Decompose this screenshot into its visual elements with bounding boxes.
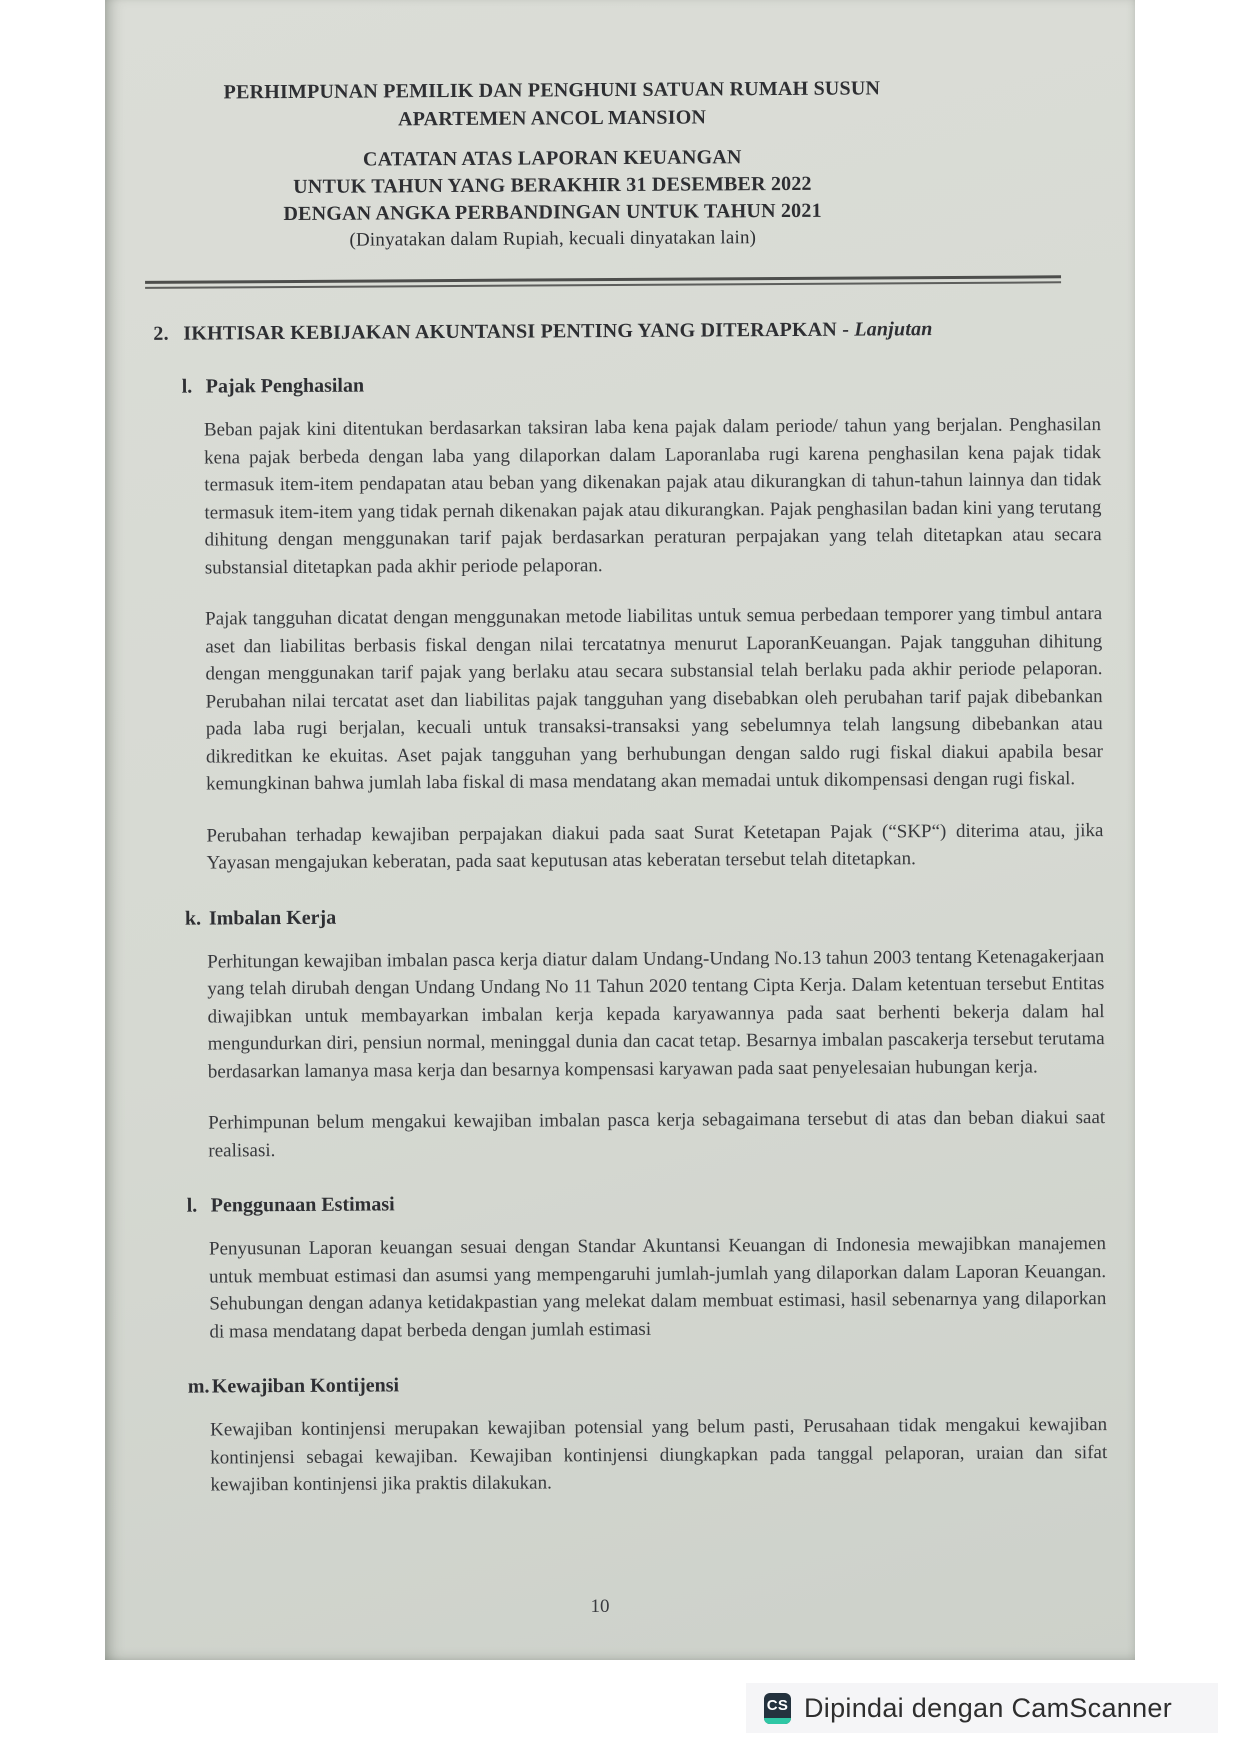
header-divider-rule [145,275,1061,289]
subsection-heading-kewajiban-kontijensi [188,1370,1107,1399]
scanned-page [105,0,1135,1660]
paragraph: Perubahan terhadap kewajiban perpajakan diakui pada saat Surat Ketetapan Pajak (“SKP“) diterima atau, jika Yayasan mengajukan keberatan, pada saat keputusan atas keberatan tersebut telah ditetapkan. [206,819,1104,874]
subsection-title: Pajak Penghasilan [205,374,365,398]
camscanner-icon-letters: CS [766,1696,789,1714]
subsection-heading-penggunaan-estimasi [187,1189,1106,1218]
report-title-line-1: CATATAN ATAS LAPORAN KEUANGAN [362,146,742,171]
subsection-heading-pajak-penghasilan [182,370,1101,399]
subsection-label: k. [184,907,202,930]
paragraph: Kewajiban kontinjensi merupakan kewajiban potensial yang belum pasti, Perusahaan tidak mengakui kewajiban kontinjensi sebagai kewajiban. Kewajiban kontinjensi diungkapkan pada tanggal pelaporan, uraian dan sifat kewajiban kontinjensi jika praktis dilakukan. [210,1414,1108,1496]
camscanner-banner [746,1683,1218,1733]
paragraph: Beban pajak kini ditentukan berdasarkan taksiran laba kena pajak dalam periode/ tahun yang berjalan. Penghasilan kena pajak berbeda dengan laba yang dilaporkan dalam Laporanlaba rugi karena penghasilan kena pajak tidak termasuk item-item pendapatan atau beban yang dikenakan pajak atau dikurangkan di tahun-tahun lainnya dan tidak termasuk item-item yang tidak pernah dikenakan pajak atau dikurangkan. Pajak penghasilan badan kini yang terutang dihitung dengan menggunakan tarif pajak berdasarkan peraturan perpajakan yang telah ditetapkan atau secara substansial ditetapkan pada akhir periode pelaporan. [203,414,1102,579]
paragraph: Perhitungan kewajiban imbalan pasca kerja diatur dalam Undang-Undang No.13 tahun 2003 tentang Ketenagakerjaan yang telah dirubah dengan Undang Undang No 11 Tahun 2020 tentang Cipta Kerja. Dalam ketentuan tersebut Entitas diwajibkan untuk membayarkan imbalan kerja kepada karyawannya pada saat berhenti bekerja dalam hal mengundurkan diri, pensiun normal, meninggal dunia dan cacat tetap. Besarnya imbalan pascakerja tersebut terutama berdasarkan lamanya masa kerja dan besarnya kompensasi karyawan pada saat penyelesaian hubungan kerja. [207,945,1105,1083]
paragraph: Pajak tangguhan dicatat dengan menggunakan metode liabilitas untuk semua perbedaan temporer yang timbul antara aset dan liabilitas berbasis fiskal dengan nilai tercatatnya menurut LaporanKeuangan. Pajak tangguhan dihitung dengan menggunakan tarif pajak yang berlaku atau secara substansial telah berlaku pada akhir periode pelaporan. Perubahan nilai tercatat aset dan liabilitas pajak tangguhan yang disebabkan oleh perubahan tarif pajak dibebankan pada laba rugi berjalan, kecuali untuk transaksi-transaksi yang sebelumnya telah langsung dibebankan atau dikreditkan ke ekuitas. Aset pajak tangguhan yang berhubungan dengan saldo rugi fiskal diakui apabila besar kemungkinan bahwa jumlah laba fiskal di masa mendatang akan memadai untuk dikompensasi dengan rugi fiskal. [205,603,1104,795]
document-header [152,74,953,255]
page-number: 10 [590,1596,610,1617]
subsection-label: m. [187,1375,210,1398]
camscanner-watermark-text: Dipindai dengan CamScanner [804,1692,1173,1723]
subsection-title: Penggunaan Estimasi [210,1193,395,1217]
paragraph: Penyusunan Laporan keuangan sesuai dengan Standar Akuntansi Keuangan di Indonesia mewajibkan manajemen untuk membuat estimasi dan asumsi yang mempengaruhi jumlah-jumlah yang dilaporkan dalam Laporan Keuangan. Sehubungan dengan adanya ketidakpastian yang melekat dalam membuat estimasi, hasil sebenarnya yang dilaporkan di masa mendatang dapat berbeda dengan jumlah estimasi [208,1233,1107,1343]
section-title-text: IKHTISAR KEBIJAKAN AKUNTANSI PENTING YANG DITERAPKAN - [183,318,855,345]
report-title-line-2: UNTUK TAHUN YANG BERAKHIR 31 DESEMBER 2022 [293,172,812,198]
subsection-heading-imbalan-kerja [185,902,1104,931]
section-title [183,318,932,346]
scan-content [105,0,1135,1500]
subsection-label: l. [181,375,193,398]
subsection-title: Kewajiban Kontijensi [211,1374,400,1398]
report-note: (Dinyatakan dalam Rupiah, kecuali dinyatakan lain) [349,227,757,251]
camscanner-icon [764,1693,791,1724]
subsection-label: l. [186,1194,198,1217]
subsection-title: Imbalan Kerja [208,906,337,930]
section-number: 2. [153,322,169,345]
section-title-suffix: Lanjutan [854,318,933,341]
paragraph: Perhimpunan belum mengakui kewajiban imbalan pasca kerja sebagaimana tersebut di atas dan beban diakui saat realisasi. [208,1107,1106,1162]
org-name-line-1: PERHIMPUNAN PEMILIK DAN PENGHUNI SATUAN RUMAH SUSUN [223,77,881,104]
report-title-line-3: DENGAN ANGKA PERBANDINGAN UNTUK TAHUN 2021 [283,199,822,226]
section-heading [153,317,1100,346]
org-name-line-2: APARTEMEN ANCOL MANSION [398,106,707,131]
